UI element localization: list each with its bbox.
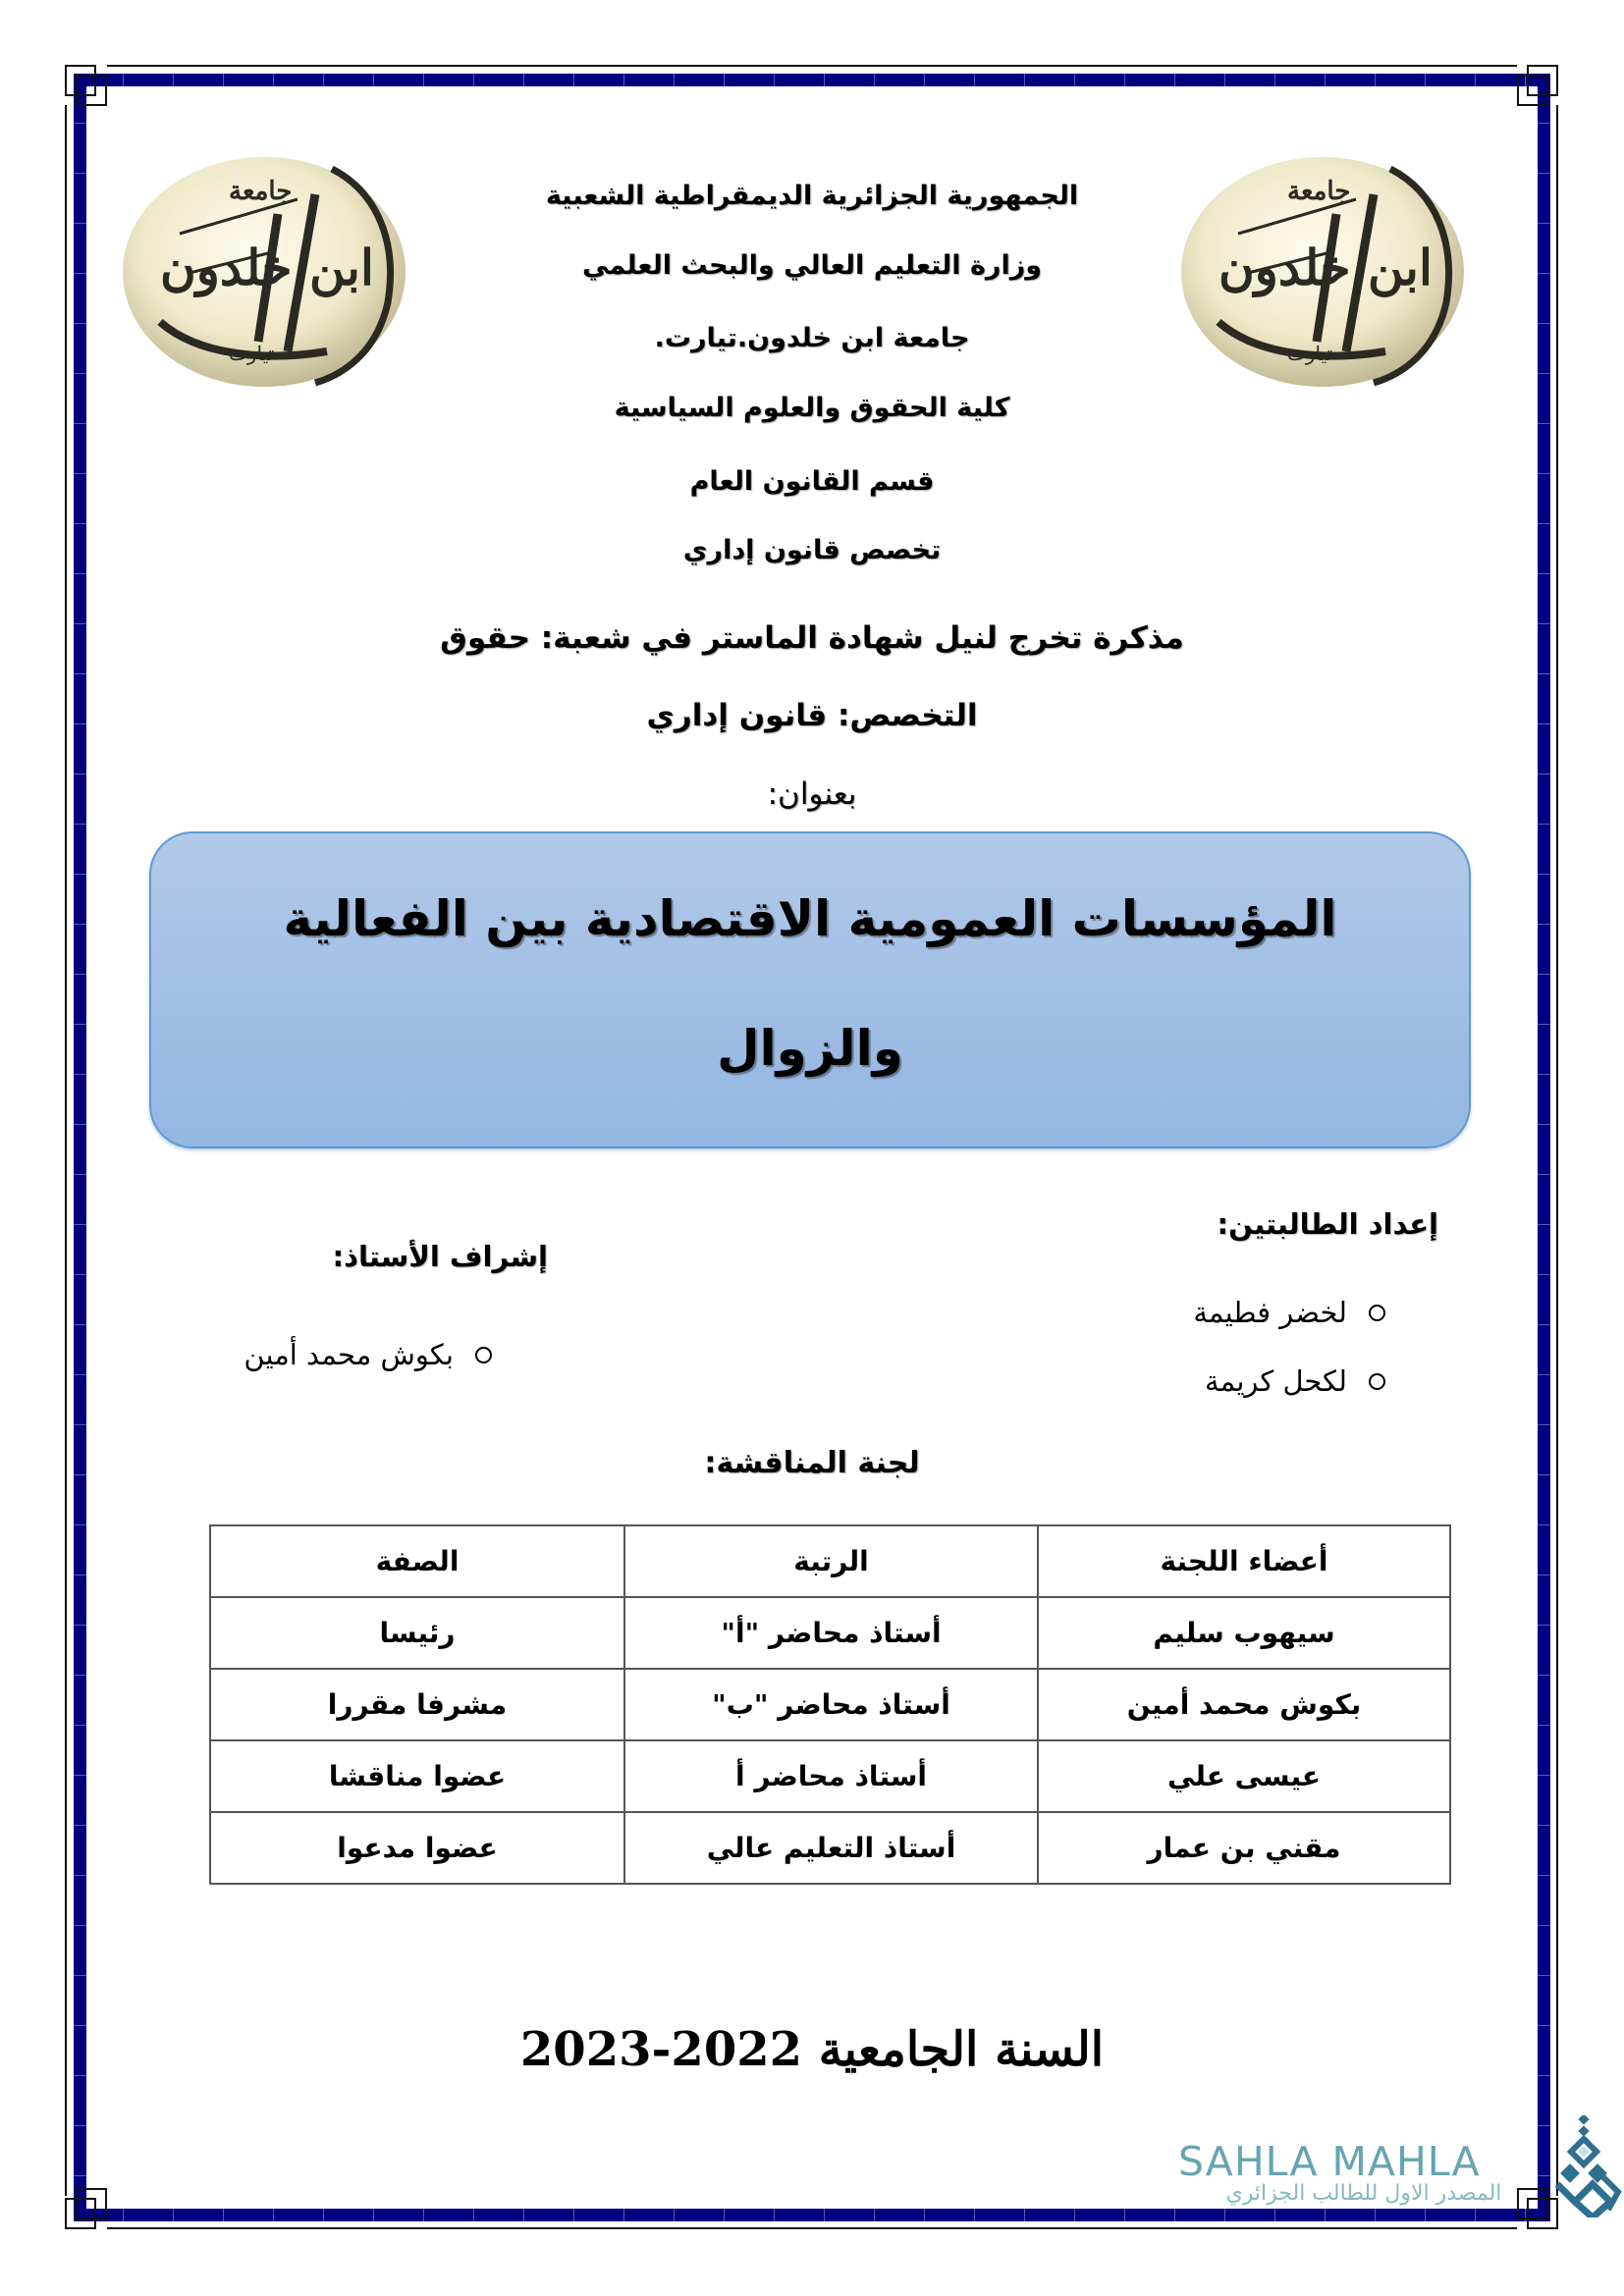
logo-right-text-bottom: تيارت xyxy=(1287,342,1333,365)
frame-bottom-bar xyxy=(74,2209,1550,2221)
member-role: عضوا مدعوا xyxy=(210,1812,624,1884)
thesis-title-line-2: والزوال xyxy=(717,1020,903,1077)
academic-year: السنة الجامعية 2022-2023 xyxy=(519,2022,1105,2077)
committee-heading: لجنة المناقشة: xyxy=(704,1446,920,1480)
member-rank: أستاذ محاضر "أ" xyxy=(624,1597,1038,1669)
header-faculty: كلية الحقوق والعلوم السياسية xyxy=(614,393,1010,423)
member-name: سيهوب سليم xyxy=(1038,1597,1450,1669)
bullet-circle-icon xyxy=(1369,1305,1385,1321)
corner-ornament-bl-b xyxy=(76,2188,107,2219)
student-item xyxy=(1205,1364,1385,1398)
watermark-brand: SAHLA MAHLA xyxy=(1178,2138,1481,2185)
logo-right-text-top: جامعة xyxy=(1287,177,1351,206)
member-rank: أستاذ محاضر "ب" xyxy=(624,1669,1038,1740)
committee-table xyxy=(209,1524,1451,1885)
header-specialization: تخصص قانون إداري xyxy=(682,535,942,565)
title-intro: بعنوان: xyxy=(767,776,857,812)
frame-top-line xyxy=(107,65,1517,67)
column-header-role: الصفة xyxy=(210,1525,624,1597)
header-ministry: وزارة التعليم العالي والبحث العلمي xyxy=(581,250,1043,281)
student-name: لكحل كريمة xyxy=(1205,1364,1347,1398)
member-rank: أستاذ التعليم عالي xyxy=(624,1812,1038,1884)
table-row xyxy=(210,1740,1450,1812)
member-name: عيسى علي xyxy=(1038,1740,1450,1812)
member-role: عضوا مناقشا xyxy=(210,1740,624,1812)
header-country: الجمهورية الجزائرية الديمقراطية الشعبية xyxy=(545,181,1079,211)
table-row xyxy=(210,1597,1450,1669)
logo-right-text-main: ابن خلدون xyxy=(1218,239,1433,296)
student-name: لخضر فطيمة xyxy=(1193,1296,1347,1329)
logo-left-text-bottom: تيارت xyxy=(229,342,275,365)
thesis-title-box xyxy=(149,831,1471,1148)
thesis-title-line-1: المؤسسات العمومية الاقتصادية بين الفعالية xyxy=(283,890,1337,947)
thesis-degree-line: مذكرة تخرج لنيل شهادة الماستر في شعبة: حقوق xyxy=(440,620,1184,656)
student-item xyxy=(1193,1296,1385,1329)
supervisor-name: بكوش محمد أمين xyxy=(244,1338,454,1371)
member-rank: أستاذ محاضر أ xyxy=(624,1740,1038,1812)
table-header-row xyxy=(210,1525,1450,1597)
supervisor-heading: إشراف الأستاذ: xyxy=(332,1240,548,1273)
column-header-members: أعضاء اللجنة xyxy=(1038,1525,1450,1597)
specialty-line: التخصص: قانون إداري xyxy=(646,698,978,733)
header-university: جامعة ابن خلدون.تيارت. xyxy=(654,323,970,353)
frame-top-bar xyxy=(74,74,1550,86)
supervisor-item xyxy=(244,1338,492,1371)
member-role: مشرفا مقررا xyxy=(210,1669,624,1740)
table-row xyxy=(210,1812,1450,1884)
frame-bottom-line xyxy=(107,2227,1517,2229)
header-department: قسم القانون العام xyxy=(689,466,935,497)
member-role: رئيسا xyxy=(210,1597,624,1669)
watermark-tagline: المصدر الاول للطالب الجزائري xyxy=(1225,2181,1502,2206)
member-name: مقني بن عمار xyxy=(1038,1812,1450,1884)
bullet-circle-icon xyxy=(1369,1373,1385,1390)
corner-ornament-tl-b xyxy=(76,75,107,106)
column-header-rank: الرتبة xyxy=(624,1525,1038,1597)
corner-ornament-tr-b xyxy=(1517,75,1548,106)
sahla-mahla-logo-icon xyxy=(1553,2115,1622,2217)
students-heading: إعداد الطالبتين: xyxy=(1217,1207,1438,1241)
bullet-circle-icon xyxy=(475,1347,492,1363)
member-name: بكوش محمد أمين xyxy=(1038,1669,1450,1740)
logo-left-text-main: ابن خلدون xyxy=(160,239,374,296)
table-row xyxy=(210,1669,1450,1740)
logo-left-text-top: جامعة xyxy=(229,177,293,206)
